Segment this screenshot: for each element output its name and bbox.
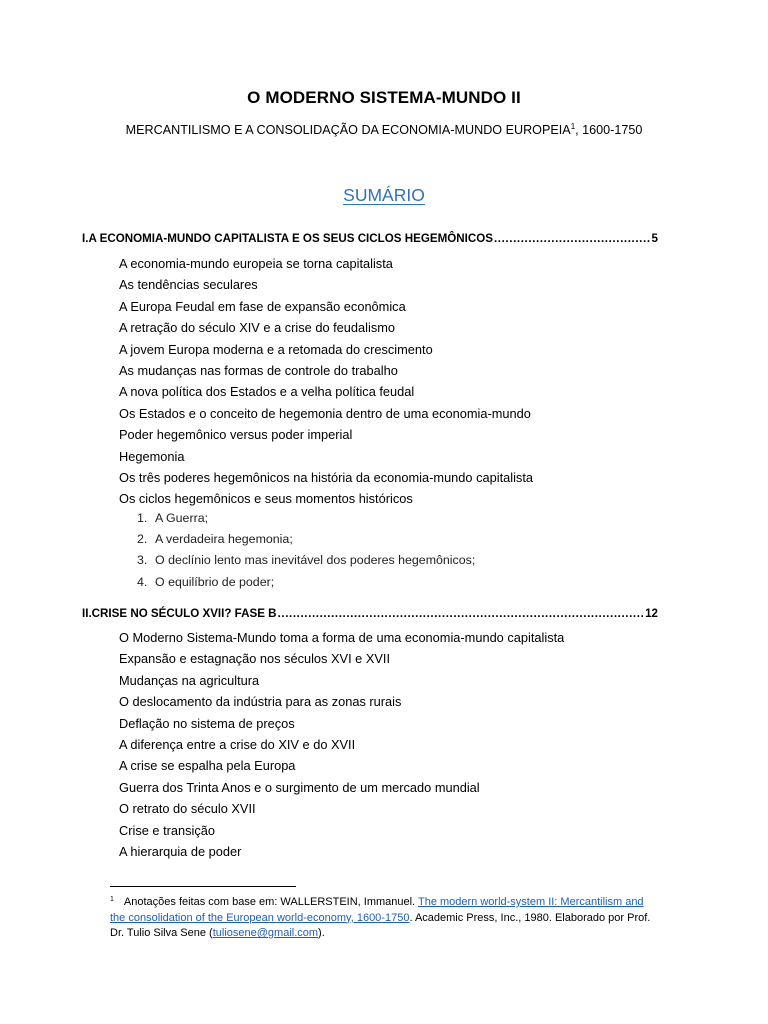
toc-item[interactable]: Deflação no sistema de preços [119, 715, 295, 731]
item-text: A Guerra; [155, 511, 209, 525]
dot-leader [494, 232, 651, 245]
toc-item[interactable]: Crise e transição [119, 822, 216, 838]
chapter-1-topics [119, 253, 533, 510]
toc-item[interactable]: O deslocamento da indústria para as zonas rurais [119, 694, 402, 710]
footnote [110, 892, 660, 942]
toc-item[interactable]: Mudanças na agricultura [119, 672, 260, 688]
toc-item[interactable]: Os ciclos hegemônicos e seus momentos históricos [119, 491, 413, 507]
author-email-link[interactable]: tuliosene@gmail.com [212, 927, 319, 940]
book-title-link[interactable]: The modern world-system II: Mercantilism and the consolidation of the European world-economy, 1600-1750 [110, 896, 644, 924]
toc-chapter-2[interactable] [82, 607, 658, 620]
numbered-item[interactable] [137, 508, 475, 529]
chapter-1-numbered-subtopics [137, 508, 475, 593]
chapter-page-number: 12 [645, 607, 658, 620]
chapter-title: A ECONOMIA-MUNDO CAPITALISTA E OS SEUS CICLOS HEGEMÔNICOS [88, 232, 493, 245]
chapter-title: CRISE NO SÉCULO XVII? FASE B [91, 607, 277, 620]
footnote-intro: Anotações feitas com base em: WALLERSTEIN, Immanuel. [123, 896, 418, 908]
item-number: 3. [137, 553, 148, 568]
item-text: O declínio lento mas inevitável dos poderes hegemônicos; [155, 553, 476, 568]
chapter-numeral: II. [82, 607, 92, 620]
toc-item[interactable]: Poder hegemônico versus poder imperial [119, 427, 353, 443]
toc-item[interactable]: Hegemonia [119, 448, 185, 464]
chapter-page-number: 5 [651, 232, 658, 245]
toc-item[interactable]: A economia-mundo europeia se torna capitalista [119, 256, 393, 271]
numbered-item[interactable] [137, 550, 475, 571]
item-number: 4. [137, 574, 148, 589]
toc-item[interactable]: A diferença entre a crise do XIV e do XVII [119, 736, 356, 752]
footnote-marker: 1 [110, 896, 114, 903]
item-text: O equilíbrio de poder; [155, 574, 275, 589]
toc-item[interactable]: Os Estados e o conceito de hegemonia dentro de uma economia-mundo [119, 405, 531, 421]
footnote-closing: ). [318, 927, 325, 940]
numbered-item[interactable] [137, 529, 475, 550]
document-title: O MODERNO SISTEMA-MUNDO II [247, 88, 521, 107]
toc-item[interactable]: A nova política dos Estados e a velha política feudal [119, 384, 415, 400]
toc-item[interactable]: Expansão e estagnação nos séculos XVI e XVII [119, 651, 391, 667]
toc-item[interactable]: A jovem Europa moderna e a retomada do crescimento [119, 341, 433, 357]
item-number: 1. [137, 511, 148, 525]
footnote-publisher: . Academic Press, Inc., 1980. Elaborado por Prof. Dr. Tulio Silva Sene ( [110, 911, 651, 940]
chapter-2-topics [119, 627, 564, 862]
subtitle-suffix: , 1600-1750 [575, 123, 643, 137]
toc-item[interactable]: O Moderno Sistema-Mundo toma a forma de uma economia-mundo capitalista [119, 630, 565, 645]
toc-item[interactable]: A Europa Feudal em fase de expansão econômica [119, 298, 406, 314]
item-number: 2. [137, 532, 148, 547]
toc-item[interactable]: O retrato do século XVII [119, 801, 256, 817]
toc-item[interactable]: As mudanças nas formas de controle do trabalho [119, 362, 398, 378]
document-subtitle [0, 122, 768, 137]
footnote-reference[interactable]: 1 [570, 122, 576, 131]
dot-leader [278, 607, 645, 620]
toc-item[interactable]: A crise se espalha pela Europa [119, 758, 296, 774]
numbered-item[interactable] [137, 572, 475, 593]
summary-heading[interactable]: SUMÁRIO [343, 185, 425, 205]
chapter-numeral: I. [82, 232, 89, 245]
subtitle-text: MERCANTILISMO E A CONSOLIDAÇÃO DA ECONOMIA-MUNDO EUROPEIA [125, 123, 571, 137]
toc-item[interactable]: A hierarquia de poder [119, 843, 242, 859]
footnote-separator [110, 886, 296, 887]
item-text: A verdadeira hegemonia; [155, 532, 293, 547]
toc-item[interactable]: A retração do século XIV e a crise do feudalismo [119, 320, 395, 336]
toc-chapter-1[interactable] [82, 232, 658, 245]
toc-item[interactable]: Os três poderes hegemônicos na história da economia-mundo capitalista [119, 469, 533, 485]
toc-item[interactable]: As tendências seculares [119, 277, 258, 293]
toc-item[interactable]: Guerra dos Trinta Anos e o surgimento de um mercado mundial [119, 779, 480, 795]
